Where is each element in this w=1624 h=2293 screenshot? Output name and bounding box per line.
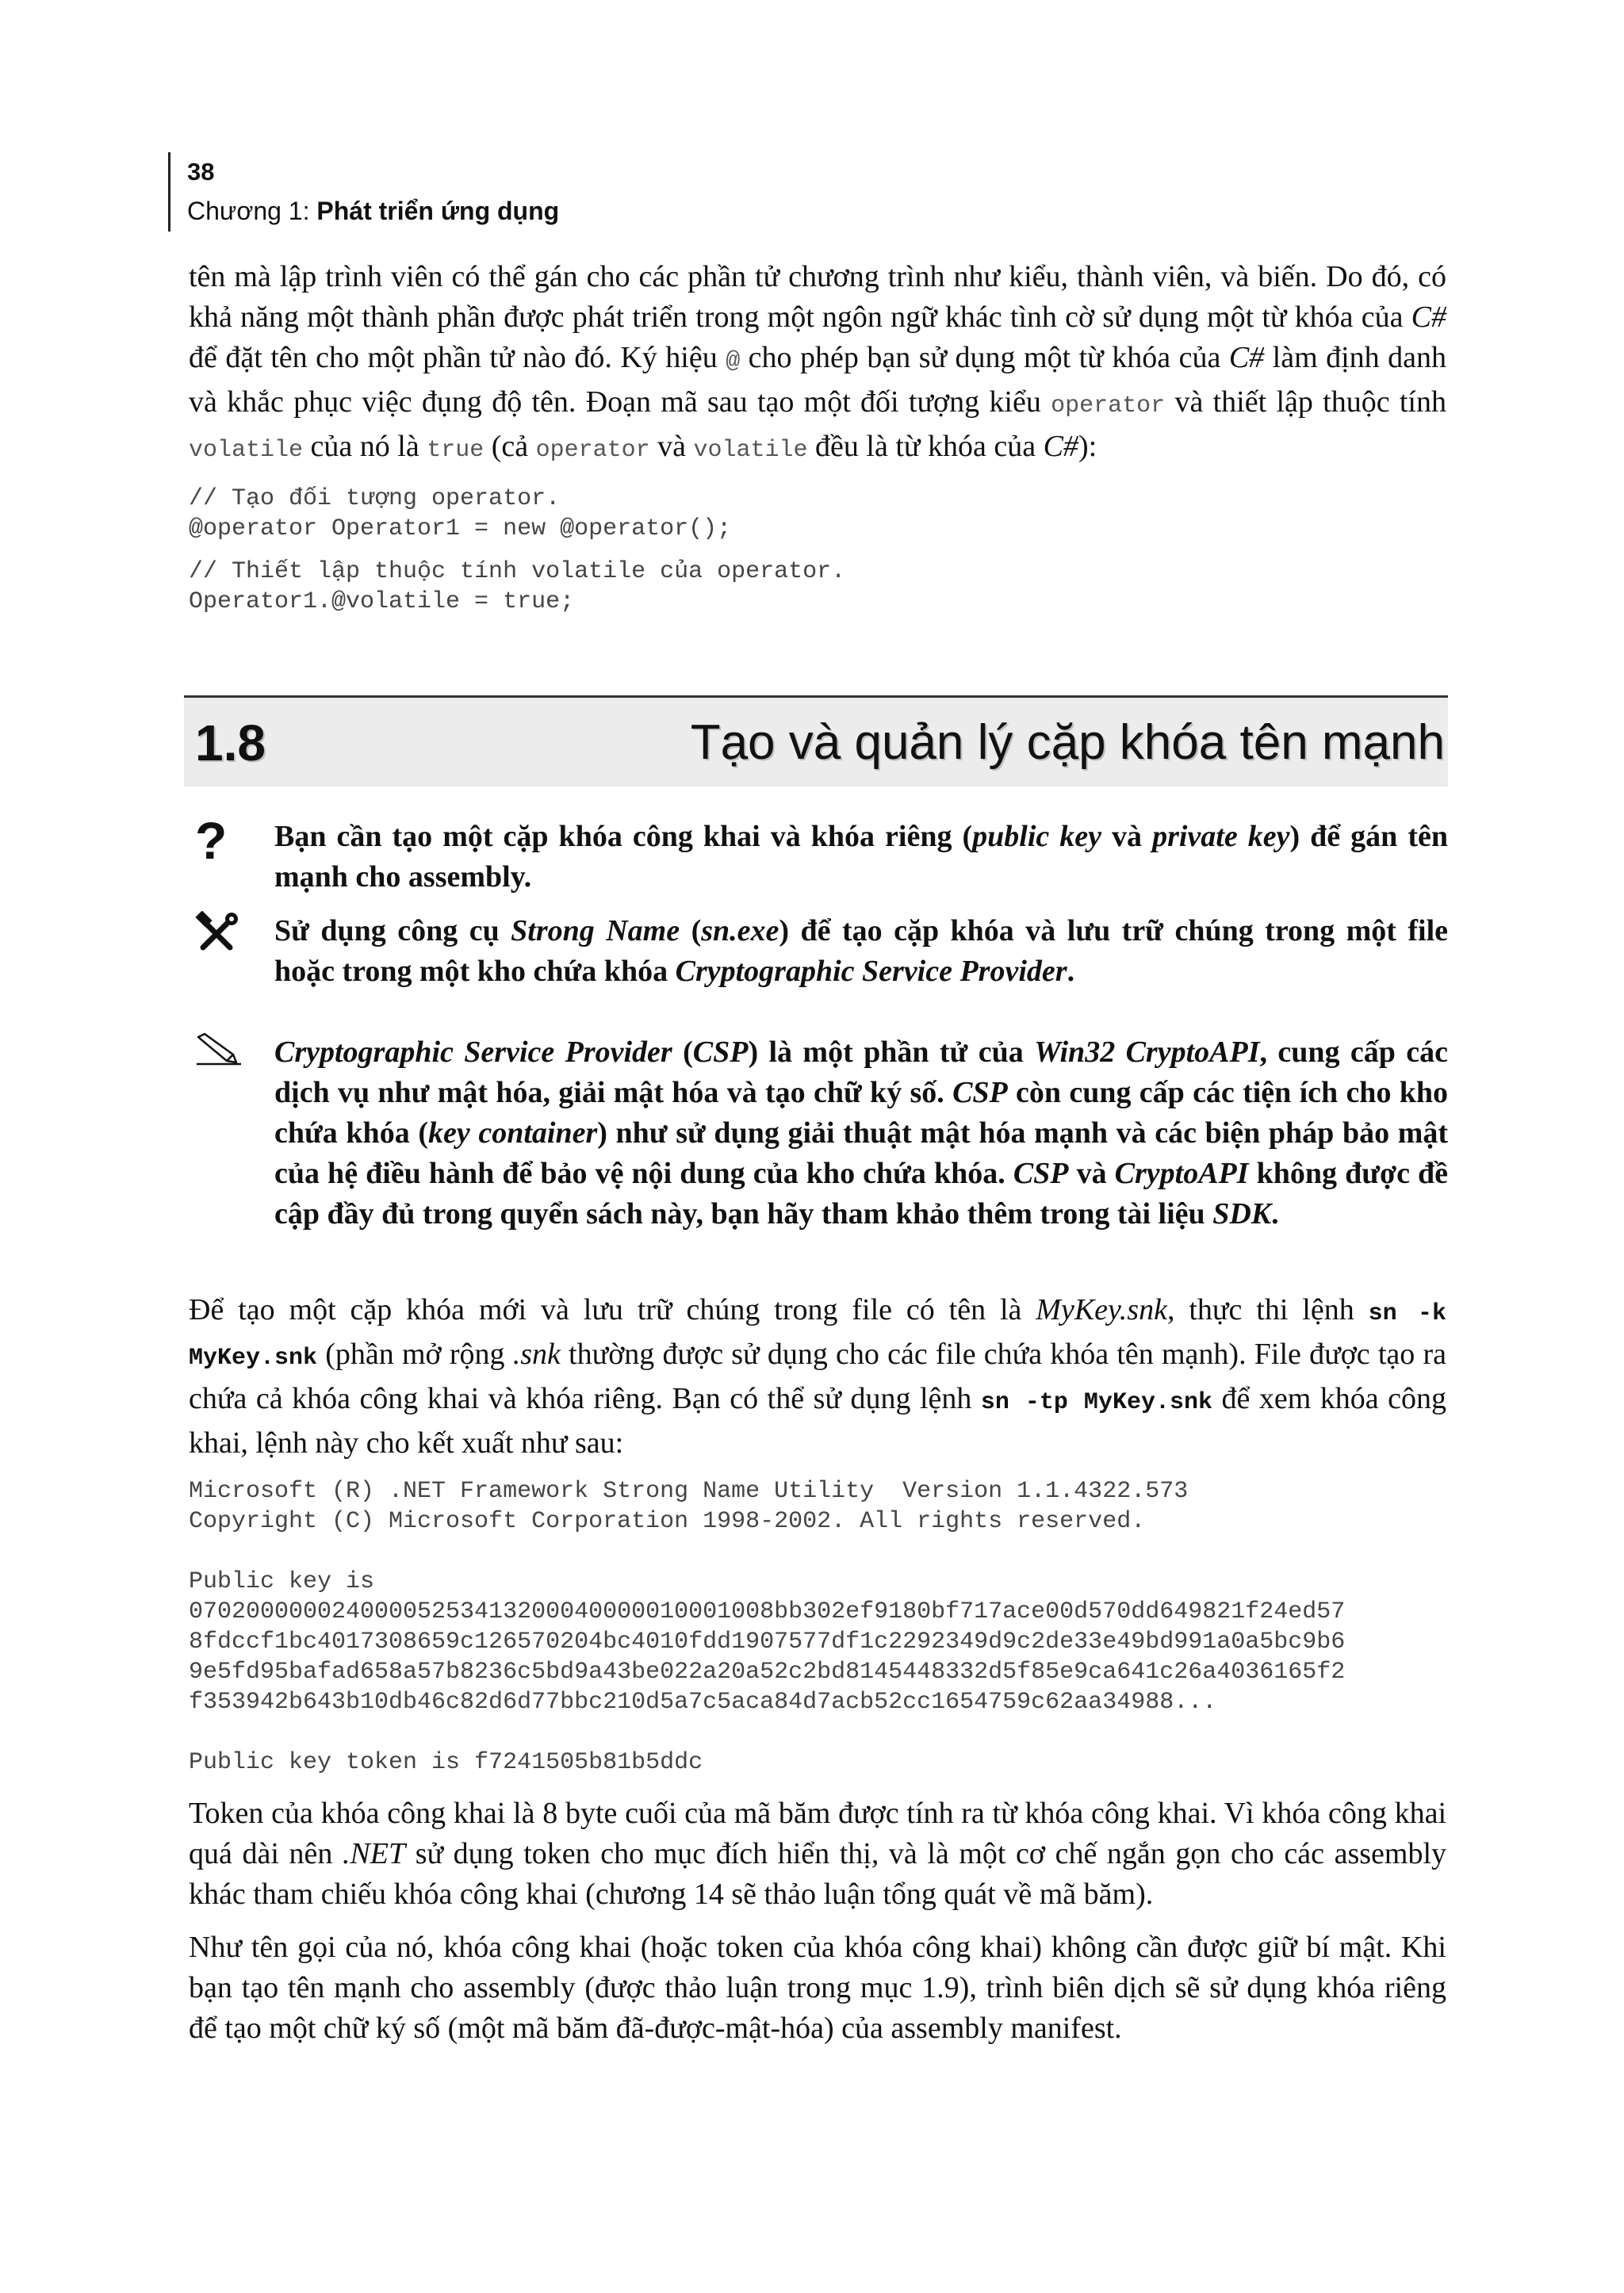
code-line: Public key is — [189, 1568, 375, 1595]
section-number: 1.8 — [195, 714, 266, 771]
code-line: Copyright (C) Microsoft Corporation 1998-2002. All rights reserved. — [189, 1508, 1146, 1535]
code-line: 07020000002400005253413200040000010001008bb302ef9180bf717ace00d570dd649821f24ed57 — [189, 1598, 1346, 1625]
chapter-prefix: Chương 1: — [187, 197, 317, 225]
code-line: @operator Operator1 = new @operator(); — [189, 515, 732, 542]
solution-callout — [184, 911, 1448, 992]
problem-text: Bạn cần tạo một cặp khóa công khai và khóa riêng (public key và private key) để gán tên mạnh cho assembly. — [274, 820, 1448, 894]
code-line: // Thiết lập thuộc tính volatile của operator. — [189, 558, 846, 585]
chapter-title: Phát triển ứng dụng — [316, 197, 560, 225]
intro-block — [189, 257, 1446, 617]
solution-text: Sử dụng công cụ Strong Name (sn.exe) để tạo cặp khóa và lưu trữ chúng trong một file hoặc trong một kho chứa khóa Cryptographic Service Provider. — [274, 914, 1449, 988]
command-sn-tp: sn -tp MyKey.snk — [980, 1389, 1212, 1416]
intro-paragraph: tên mà lập trình viên có thể gán cho các phần tử chương trình như kiểu, thành viên, và biến. Do đó, có khả năng một thành phần được phát triển trong một ngôn ngữ khác tình cờ sử dụng một từ khóa của C# để đặt tên cho một phần tử nào đó. Ký hiệu @ cho phép bạn sử dụng một từ khóa của C# làm định danh và khắc phục việc đụng độ tên. Đoạn mã sau tạo một đối tượng kiểu operator và thiết lập thuộc tính volatile của nó là true (cả operator và volatile đều là từ khóa của C#): — [189, 260, 1447, 464]
section-heading — [184, 695, 1448, 787]
public-key-output — [189, 1567, 1446, 1717]
keypair-paragraph: Để tạo một cặp khóa mới và lưu trữ chúng trong file có tên là MyKey.snk, thực thi lệnh sn -k MyKey.snk (phần mở rộng .snk thường được sử dụng cho các file chứa khóa tên mạnh). File được tạo ra chứa cả khóa công khai và khóa riêng. Bạn có thể sử dụng lệnh sn -tp MyKey.snk để xem khóa công khai, lệnh này cho kết xuất như sau: — [189, 1293, 1447, 1460]
tools-icon — [195, 911, 243, 959]
code-line: Microsoft (R) .NET Framework Strong Name Utility Version 1.1.4322.573 — [189, 1478, 1189, 1505]
problem-callout — [184, 811, 1448, 898]
note-callout — [184, 1032, 1448, 1235]
public-key-token-output — [189, 1748, 1446, 1778]
command-sn-k: sn -k MyKey.snk — [189, 1300, 1447, 1372]
code-line: Public key token is f7241505b81b5ddc — [189, 1749, 703, 1776]
pencil-note-icon — [195, 1032, 243, 1080]
note-text: Cryptographic Service Provider (CSP) là một phần tử của Win32 CryptoAPI, cung cấp các dịch vụ như mật hóa, giải mật hóa và tạo chữ ký số. CSP còn cung cấp các tiện ích cho kho chứa khóa (key container) như sử dụng giải thuật mật hóa mạnh và các biện pháp bảo mật của hệ điều hành để bảo vệ nội dung của kho chứa khóa. CSP và CryptoAPI không được đề cập đầy đủ trong quyển sách này, bạn hãy tham khảo thêm trong tài liệu SDK. — [274, 1035, 1449, 1231]
body-block — [189, 1290, 1446, 2049]
section-title: Tạo và quản lý cặp khóa tên mạnh — [690, 715, 1445, 770]
running-head — [187, 194, 559, 228]
code-line: // Tạo đối tượng operator. — [189, 485, 561, 512]
code-block-set-volatile — [189, 557, 1446, 617]
code-block-create-operator — [189, 484, 1446, 544]
code-line: Operator1.@volatile = true; — [189, 588, 575, 615]
header-rule — [168, 152, 170, 232]
sn-output-banner — [189, 1476, 1446, 1537]
at-symbol-code: @ — [726, 348, 741, 375]
code-line: 9e5fd95bafad658a57b8236c5bd9a43be022a20a52c2bd8145448332d5f85e9ca641c26a4036165f2 — [189, 1659, 1346, 1686]
code-line: f353942b643b10db46c82d6d77bbc210d5a7c5aca84d7acb52cc1654759c62aa34988... — [189, 1689, 1217, 1716]
token-paragraph: Token của khóa công khai là 8 byte cuối của mã băm được tính ra từ khóa công khai. Vì khóa công khai quá dài nên .NET sử dụng token cho mục đích hiển thị, và là một cơ chế ngắn gọn cho các assembly khác tham chiếu khóa công khai (chương 14 sẽ thảo luận tổng quát về mã băm). — [189, 1797, 1446, 1911]
code-line: 8fdccf1bc4017308659c126570204bc4010fdd1907577df1c2292349d9c2de33e49bd991a0a5bc9b6 — [189, 1629, 1346, 1656]
page-number: 38 — [187, 158, 215, 186]
question-icon: ? — [195, 811, 228, 870]
private-key-paragraph: Như tên gọi của nó, khóa công khai (hoặc token của khóa công khai) không cần được giữ bí mật. Khi bạn tạo tên mạnh cho assembly (được thảo luận trong mục 1.9), trình biên dịch sẽ sử dụng khóa riêng để tạo một chữ ký số (một mã băm đã-được-mật-hóa) của assembly manifest. — [189, 1931, 1446, 2045]
